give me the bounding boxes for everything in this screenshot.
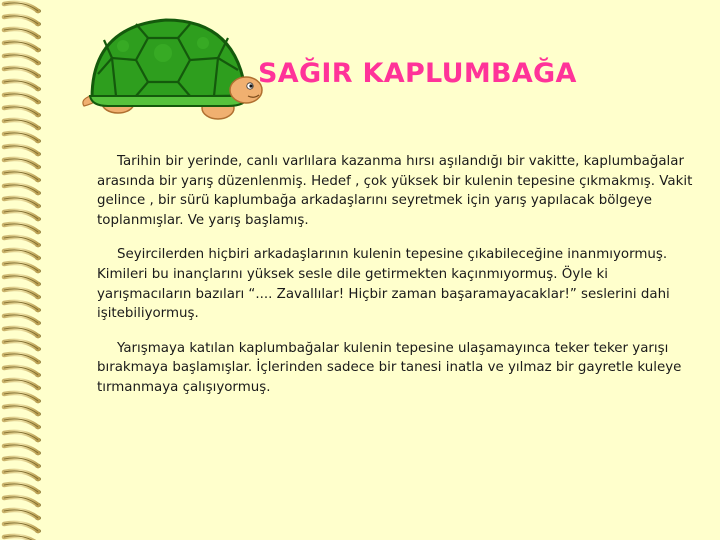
page-title: SAĞIR KAPLUMBAĞA [258, 58, 577, 89]
binding-ring [4, 289, 38, 297]
binding-ring [4, 432, 38, 440]
binding-ring [4, 146, 38, 154]
binding-ring [4, 393, 38, 401]
binding-ring [4, 120, 38, 128]
binding-ring [4, 198, 38, 206]
binding-ring [4, 315, 38, 323]
spiral-binding-icon [0, 0, 50, 540]
binding-ring [4, 211, 38, 219]
binding-ring [4, 81, 38, 89]
binding-ring [4, 510, 38, 518]
binding-ring [4, 263, 38, 271]
binding-ring [4, 419, 38, 427]
paragraph-2: Seyircilerden hiçbiri arkadaşlarının kulenin tepesine çıkabileceğine inanmıyormuş. Kimileri bu inançlarını yüksek sesle dile getirmekten kaçınmıyormuş. Öyle ki yarışmacıların bazıları “.... Zavallılar! Hiçbir zaman başaramayacaklar!” seslerini dahi işitebiliyormuş. [97, 247, 670, 322]
binding-ring [4, 471, 38, 479]
binding-ring [4, 3, 38, 11]
turtle-icon [78, 8, 268, 133]
binding-ring [4, 172, 38, 180]
binding-ring [4, 380, 38, 388]
binding-ring [4, 250, 38, 258]
binding-ring [4, 237, 38, 245]
binding-ring [4, 159, 38, 167]
binding-ring [4, 497, 38, 505]
binding-ring [4, 107, 38, 115]
binding-ring [4, 68, 38, 76]
binding-ring [4, 406, 38, 414]
binding-ring [4, 341, 38, 349]
binding-ring [4, 445, 38, 453]
binding-ring [4, 29, 38, 37]
binding-ring [4, 367, 38, 375]
binding-ring [4, 276, 38, 284]
binding-ring [4, 94, 38, 102]
binding-ring [4, 55, 38, 63]
binding-ring [4, 458, 38, 466]
binding-ring [4, 523, 38, 531]
paragraph-3: Yarışmaya katılan kaplumbağalar kulenin tepesine ulaşamayınca teker teker yarışı bırakmaya başlamışlar. İçlerinden sadece bir tanesi inatla ve yılmaz bir gayretle kuleye tırmanmaya çalışıyormuş. [97, 340, 682, 395]
binding-ring [4, 302, 38, 310]
binding-ring [4, 328, 38, 336]
paragraph-1: Tarihin bir yerinde, canlı varlılara kazanma hırsı aşılandığı bir vakitte, kaplumbağalar arasında bir yarış düzenlenmiş. Hedef , çok yüksek bir kulenin tepesine çıkmakmış. Vakit gelince , bir sürü kaplumbağa arkadaşlarını seyretmek için yarış yapılacak bölgeye toplanmışlar. Ve yarış başlamış. [97, 154, 693, 228]
binding-ring [4, 484, 38, 492]
story-text [97, 152, 697, 413]
binding-ring [4, 16, 38, 24]
binding-ring [4, 42, 38, 50]
binding-ring [4, 185, 38, 193]
binding-ring [4, 354, 38, 362]
binding-ring [4, 133, 38, 141]
binding-ring [4, 224, 38, 232]
